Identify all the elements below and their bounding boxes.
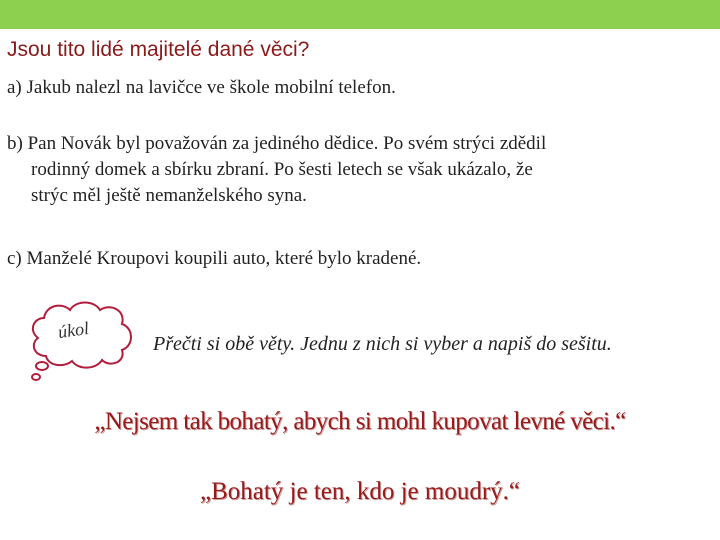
quote-2: „Bohatý je ten, kdo je moudrý.“	[199, 478, 521, 505]
question-b	[7, 131, 707, 209]
question-b-line-1: b) Pan Novák byl považován za jediného dědice. Po svém strýci zdědil	[7, 133, 547, 154]
question-c-line-1: c) Manželé Kroupovi koupili auto, které bylo kradené.	[7, 248, 422, 269]
question-a-line-1: a) Jakub nalezl na lavičce ve škole mobilní telefon.	[7, 77, 396, 98]
question-a	[7, 75, 707, 101]
task-instruction: Přečti si obě věty. Jednu z nich si vyber a napiš do sešitu.	[153, 333, 612, 355]
top-accent-bar	[0, 0, 720, 29]
thought-bubble-icon	[22, 296, 137, 386]
task-label: úkol	[56, 317, 91, 343]
question-c	[7, 246, 707, 272]
question-b-line-2: rodinný domek a sbírku zbraní. Po šesti letech se však ukázalo, že	[31, 159, 533, 180]
slide-title: Jsou tito lidé majitelé dané věci?	[7, 38, 310, 61]
quote-1: „Nejsem tak bohatý, abych si mohl kupovat levné věci.“	[94, 408, 626, 435]
thought-bubble	[22, 296, 137, 386]
question-b-line-3: strýc měl ještě nemanželského syna.	[31, 185, 307, 206]
